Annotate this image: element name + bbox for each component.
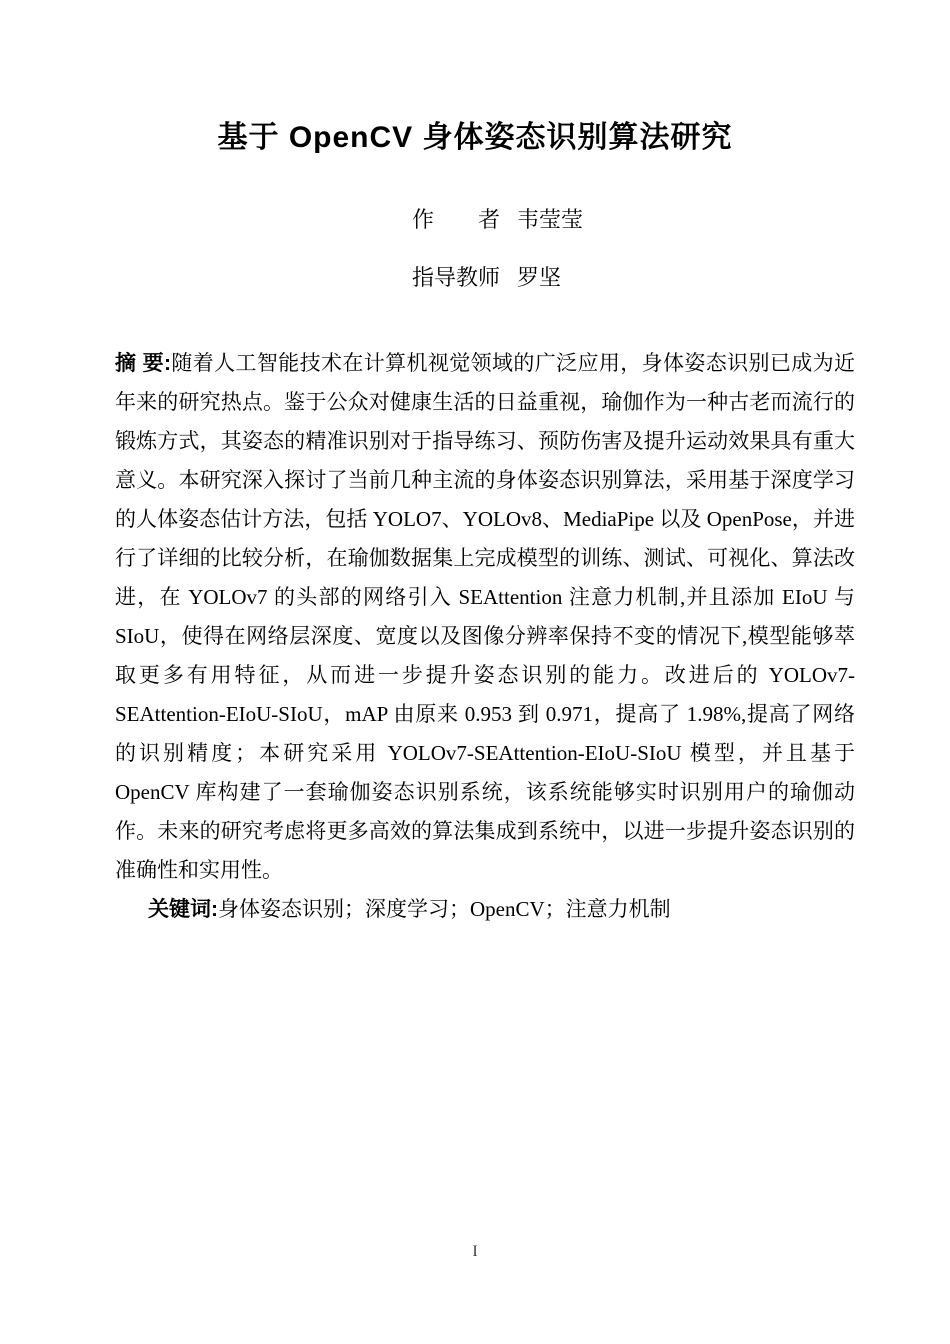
- advisor-name: 罗坚: [517, 265, 562, 290]
- advisor-line: [390, 233, 561, 323]
- keywords-text: 身体姿态识别；深度学习；OpenCV；注意力机制: [218, 897, 671, 921]
- page-title: 基于 OpenCV 身体姿态识别算法研究: [217, 121, 733, 154]
- author-label: 作 者: [412, 207, 501, 232]
- abstract-label: 摘 要:: [115, 352, 171, 375]
- abstract-paragraph: [115, 344, 855, 890]
- page-number: I: [472, 1243, 478, 1260]
- author-name: 韦莹莹: [517, 207, 584, 232]
- abstract-section: [115, 344, 855, 929]
- keywords-line: [115, 890, 855, 929]
- keywords-label: 关键词:: [148, 898, 218, 921]
- advisor-label: 指导教师: [412, 265, 501, 290]
- abstract-text: 随着人工智能技术在计算机视觉领域的广泛应用，身体姿态识别已成为近年来的研究热点。鉴于公众对健康生活的日益重视，瑜伽作为一种古老而流行的锻炼方式，其姿态的精准识别对于指导练习、预防伤害及提升运动效果具有重大意义。本研究深入探讨了当前几种主流的身体姿态识别算法，采用基于深度学习的人体姿态估计方法，包括 YOLO7、YOLOv8、MediaPipe 以及 OpenPose，并进行了详细的比较分析，在瑜伽数据集上完成模型的训练、测试、可视化、算法改进，在 YOLOv7 的头部的网络引入 SEAttention 注意力机制,并且添加 EIoU 与 SIoU，使得在网络层深度、宽度以及图像分辨率保持不变的情况下,模型能够萃取更多有用特征，从而进一步提升姿态识别的能力。改进后的 YOLOv7-SEAttention-EIoU-SIoU，mAP 由原来 0.953 到 0.971，提高了 1.98%,提高了网络的识别精度；本研究采用 YOLOv7-SEAttention-EIoU-SIoU 模型，并且基于 OpenCV 库构建了一套瑜伽姿态识别系统，该系统能够实时识别用户的瑜伽动作。未来的研究考虑将更多高效的算法集成到系统中，以进一步提升姿态识别的准确性和实用性。: [115, 351, 856, 882]
